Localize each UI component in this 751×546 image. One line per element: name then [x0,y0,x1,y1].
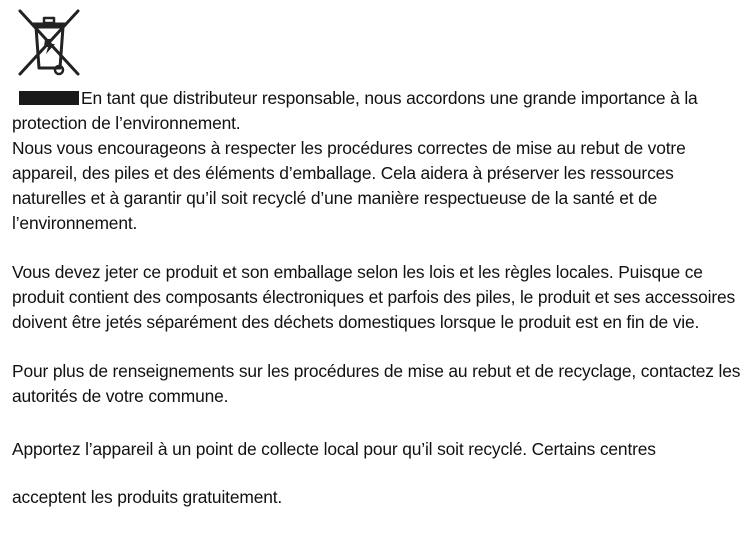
paragraph-more-information: Pour plus de renseignements sur les procédures de mise au rebut et de recyclage, contactez les autorités de votre commune. [12,361,741,406]
paragraph-collection-point-line1: Apportez l’appareil à un point de collecte local pour qu’il soit recyclé. Certains centres [12,439,656,459]
redacted-brand-name [19,91,79,105]
intro-paragraph [12,86,747,136]
disposal-notice [12,86,747,510]
intro-text: En tant que distributeur responsable, nous accordons une grande importance à la protection de l’environnement. [12,88,698,133]
paragraph-collection-point-line2: acceptent les produits gratuitement. [12,487,283,507]
paragraph-local-laws: Vous devez jeter ce produit et son emballage selon les lois et les règles locales. Puisque ce produit contient des composants électroniques et parfois des piles, le produit et ses accessoires doivent être jetés séparément des déchets domestiques lorsque le produit est en fin de vie. [12,262,736,332]
paragraph-disposal-procedures: Nous vous encourageons à respecter les procédures correctes de mise au rebut de votre appareil, des piles et des éléments d’emballage. Cela aidera à préserver les ressources naturelles et à garantir qu’il soit recyclé d’une manière respectueuse de la santé et de l’environnement. [12,138,686,233]
crossed-out-wheeled-bin-icon [15,6,83,78]
